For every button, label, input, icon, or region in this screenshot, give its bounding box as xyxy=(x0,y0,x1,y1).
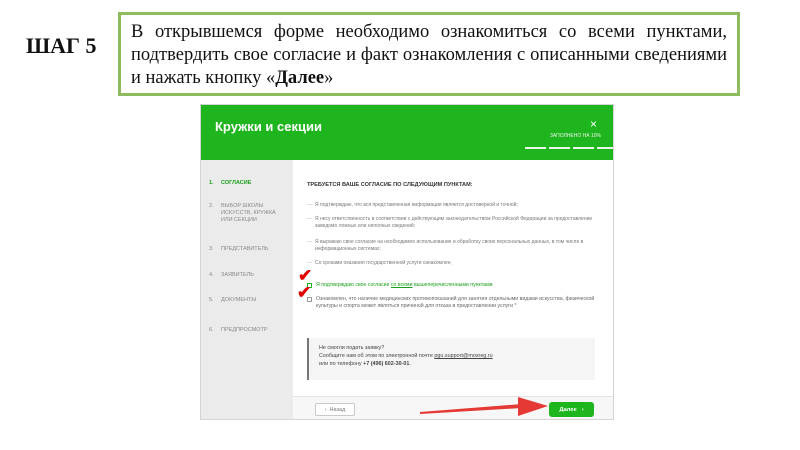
term-dash: — xyxy=(307,239,312,245)
agree-all-text-end: вышеперечисленными пунктами xyxy=(412,282,493,288)
support-phone: +7 (496) 602-30-01 xyxy=(363,361,410,367)
support-info-text: Сообщите нам об этом по электронной почте xyxy=(319,353,435,359)
consent-term xyxy=(307,239,597,253)
sidebar-item-preview[interactable] xyxy=(209,327,287,334)
consent-term xyxy=(307,260,597,267)
progress-segments xyxy=(525,147,614,149)
form-screenshot xyxy=(200,104,614,420)
sidebar xyxy=(201,160,293,420)
sidebar-item-label: СОГЛАСИЕ xyxy=(221,180,252,186)
callout-text-end: » xyxy=(324,68,334,88)
step-label: ШАГ 5 xyxy=(26,33,97,58)
sidebar-item-consent[interactable] xyxy=(209,180,287,187)
term-text: Я подтверждаю, что вся представленная информация является достоверной и точной; xyxy=(315,202,518,208)
sidebar-item-label: ПРЕДСТАВИТЕЛЬ xyxy=(221,246,269,252)
medical-notice-checkbox-row[interactable] xyxy=(307,296,597,310)
support-info-text: или по телефону xyxy=(319,361,364,367)
next-button-label: Далее xyxy=(559,406,577,413)
form-title: Кружки и секции xyxy=(215,119,322,134)
agree-all-link[interactable]: со всеми xyxy=(390,282,413,288)
chevron-right-icon: › xyxy=(581,406,584,413)
checkmark-icon: ✔ xyxy=(297,283,312,302)
close-icon[interactable]: × xyxy=(589,117,597,131)
agree-all-checkbox-row[interactable] xyxy=(307,282,597,289)
back-button-label: Назад xyxy=(329,406,346,413)
progress-segment xyxy=(573,147,594,149)
medical-notice-text: Ознакомлен, что наличие медицинских противопоказаний для занятия отдельными видами искусства, физической культуры и спорта может являться причиной для отказа в предоставлении услуги * xyxy=(316,296,595,309)
sidebar-item-representative[interactable] xyxy=(209,246,287,253)
sidebar-item-label: ВЫБОР ШКОЛЫ ИСКУССТВ, КРУЖКА ИЛИ СЕКЦИИ xyxy=(221,203,276,223)
sidebar-item-number: 3. xyxy=(209,246,214,252)
sidebar-item-documents[interactable] xyxy=(209,297,287,304)
progress-segment xyxy=(597,147,614,149)
support-info-line1: Не смогли подать заявку? xyxy=(319,345,385,351)
chevron-left-icon: ‹ xyxy=(324,406,327,413)
sidebar-item-number: 4. xyxy=(209,272,214,278)
back-button[interactable] xyxy=(315,403,355,416)
term-text: Я выражаю свое согласие на необходимое использование и обработку своих персональных данных, в том числе в информационных системах; xyxy=(315,239,584,252)
sidebar-item-label: ПРЕДПРОСМОТР xyxy=(221,327,268,333)
progress-text: ЗАПОЛНЕНО НА 10% xyxy=(549,133,601,139)
main-panel xyxy=(293,160,614,420)
instruction-callout xyxy=(118,12,740,96)
checkmark-icon: ✔ xyxy=(298,266,313,285)
term-dash: — xyxy=(307,202,312,208)
sidebar-item-number: 5. xyxy=(209,297,214,303)
sidebar-item-school[interactable] xyxy=(209,203,287,224)
progress-segment xyxy=(549,147,570,149)
term-text: Со сроками оказания государственной услуги ознакомлен; xyxy=(315,260,452,266)
support-info-line3 xyxy=(319,360,585,368)
progress-segment xyxy=(525,147,546,149)
sidebar-item-number: 6. xyxy=(209,327,214,333)
form-footer xyxy=(293,396,614,420)
term-dash: — xyxy=(307,216,312,222)
callout-bold-next: Далее xyxy=(275,68,325,88)
agree-all-text: Я подтверждаю свое согласие xyxy=(316,282,391,288)
callout-text: В открывшемся форме необходимо ознакомиться со всеми пунктами, подтвердить свое согласие и факт ознакомления с описанными сведениями и нажать кнопку « xyxy=(131,22,727,88)
form-header xyxy=(201,105,614,160)
support-info-text: . xyxy=(409,361,411,367)
consent-term xyxy=(307,202,597,209)
support-info-line2 xyxy=(319,352,585,360)
sidebar-item-label: ЗАЯВИТЕЛЬ xyxy=(221,272,254,278)
sidebar-item-number: 1. xyxy=(209,180,214,186)
consent-term xyxy=(307,216,597,230)
term-dash: — xyxy=(307,260,312,266)
support-email-link[interactable]: pgu.support@mosreg.ru xyxy=(434,353,493,359)
consent-heading: ТРЕБУЕТСЯ ВАШЕ СОГЛАСИЕ ПО СЛЕДУЮЩИМ ПУНКТАМ: xyxy=(307,182,473,188)
sidebar-item-label: ДОКУМЕНТЫ xyxy=(221,297,257,303)
sidebar-item-number: 2. xyxy=(209,203,214,209)
sidebar-item-applicant[interactable] xyxy=(209,272,287,279)
next-button[interactable] xyxy=(549,402,594,417)
term-text: Я несу ответственность в соответствии с действующим законодательством Российской Федерации за предоставление заведомо ложных или неполных сведений; xyxy=(315,216,593,229)
support-info-box xyxy=(307,338,595,380)
